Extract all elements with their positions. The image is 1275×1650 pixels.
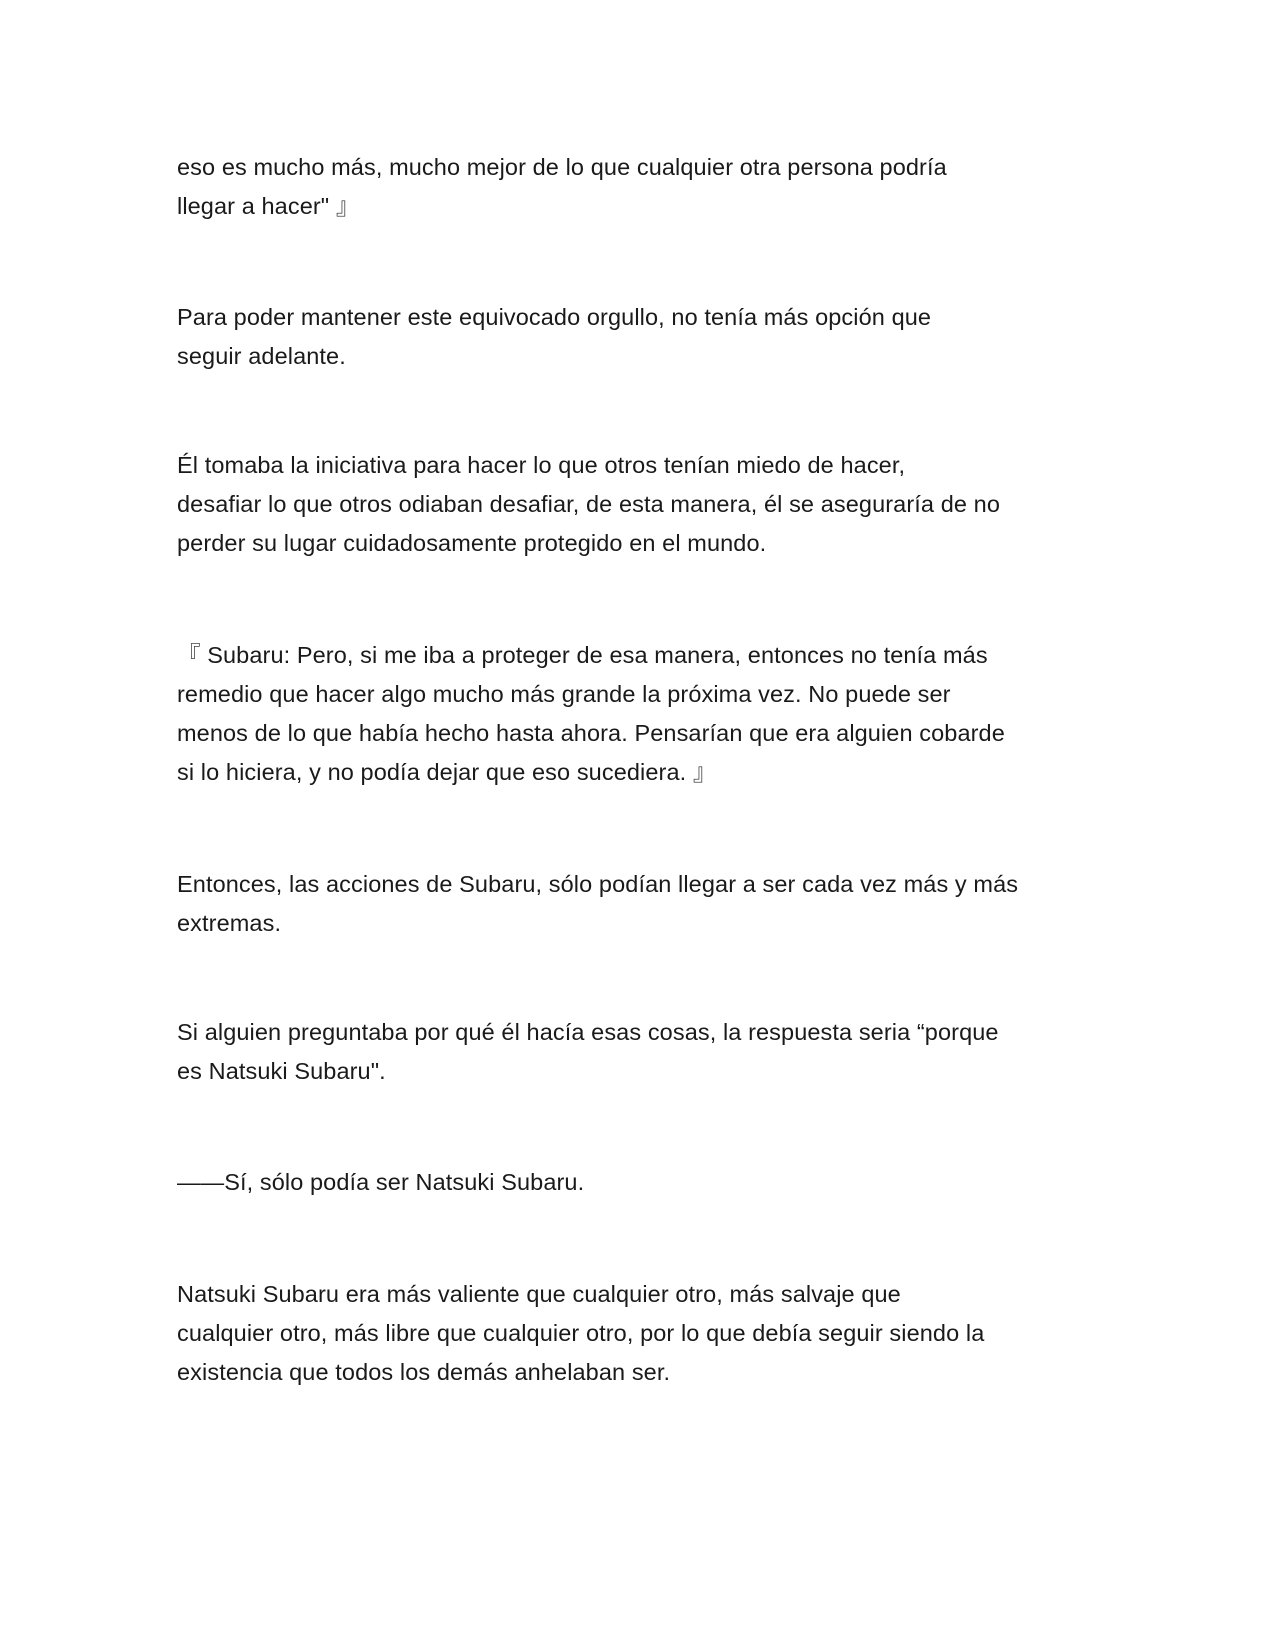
paragraph-line: remedio que hacer algo mucho más grande la próxima vez. No puede ser xyxy=(177,681,951,707)
paragraph-8 xyxy=(177,1275,1122,1392)
paragraph-line: cualquier otro, más libre que cualquier otro, por lo que debía seguir siendo la xyxy=(177,1320,985,1346)
paragraph-1 xyxy=(177,148,1122,226)
paragraph-line: perder su lugar cuidadosamente protegido en el mundo. xyxy=(177,530,767,556)
paragraph-line: existencia que todos los demás anhelaban ser. xyxy=(177,1359,671,1385)
paragraph-line: llegar a hacer" 』 xyxy=(177,193,360,219)
paragraph-4-dialogue xyxy=(177,636,1122,792)
paragraph-2 xyxy=(177,298,1122,376)
paragraph-line: extremas. xyxy=(177,910,282,936)
paragraph-line: menos de lo que había hecho hasta ahora. Pensarían que era alguien cobarde xyxy=(177,720,1005,746)
paragraph-5 xyxy=(177,865,1122,943)
paragraph-line: desafiar lo que otros odiaban desafiar, de esta manera, él se aseguraría de no xyxy=(177,491,1001,517)
paragraph-line: Él tomaba la iniciativa para hacer lo que otros tenían miedo de hacer, xyxy=(177,452,906,478)
paragraph-3 xyxy=(177,446,1122,563)
paragraph-line: es Natsuki Subaru". xyxy=(177,1058,386,1084)
paragraph-line: Para poder mantener este equivocado orgullo, no tenía más opción que xyxy=(177,304,932,330)
paragraph-line: si lo hiciera, y no podía dejar que eso sucediera. 』 xyxy=(177,759,717,785)
paragraph-line: 『 Subaru: Pero, si me iba a proteger de esa manera, entonces no tenía más xyxy=(177,642,988,668)
paragraph-7 xyxy=(177,1163,1122,1202)
paragraph-line: eso es mucho más, mucho mejor de lo que cualquier otra persona podría xyxy=(177,154,947,180)
paragraph-line: seguir adelante. xyxy=(177,343,346,369)
paragraph-6 xyxy=(177,1013,1122,1091)
paragraph-line: Si alguien preguntaba por qué él hacía esas cosas, la respuesta seria “porque xyxy=(177,1019,999,1045)
paragraph-line: Natsuki Subaru era más valiente que cualquier otro, más salvaje que xyxy=(177,1281,901,1307)
paragraph-line: Entonces, las acciones de Subaru, sólo podían llegar a ser cada vez más y más xyxy=(177,871,1019,897)
paragraph-line: ——Sí, sólo podía ser Natsuki Subaru. xyxy=(177,1169,585,1195)
